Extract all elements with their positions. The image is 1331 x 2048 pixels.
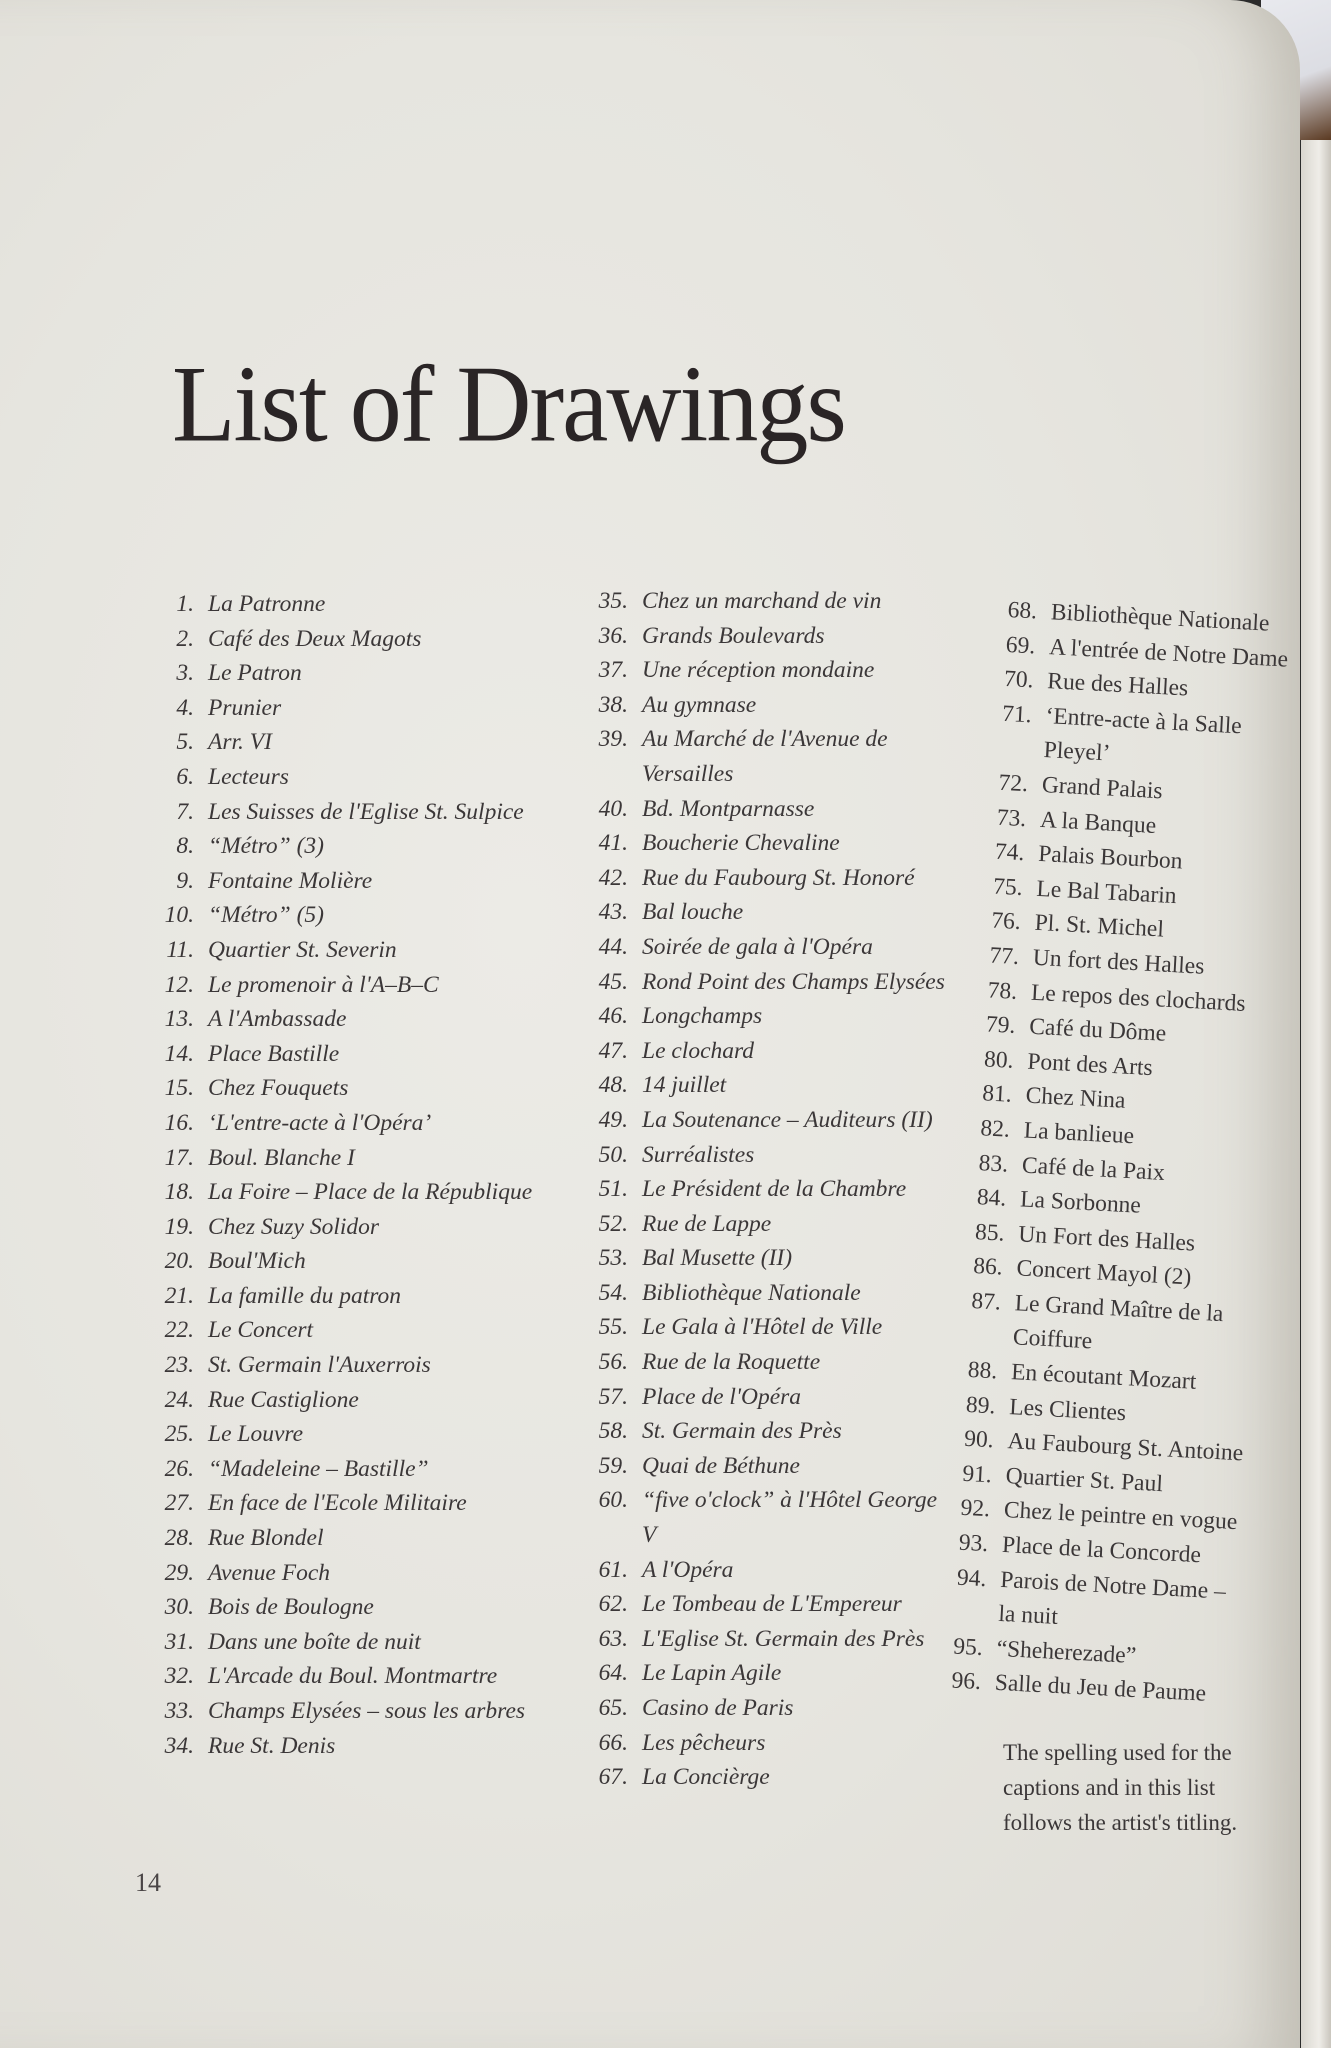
item-title: Place de l'Opéra (642, 1383, 802, 1410)
list-item (566, 999, 956, 1034)
item-title: Chez Suzy Solidor (208, 1213, 380, 1240)
item-number: 57. (598, 1383, 628, 1410)
list-item (132, 725, 542, 760)
item-title: Rue des Halles (1046, 668, 1189, 702)
item-number: 77. (988, 942, 1020, 970)
item-title: Au Marché de l'Avenue de Versailles (642, 726, 888, 787)
item-number: 80. (983, 1046, 1015, 1074)
item-number: 58. (598, 1418, 628, 1445)
list-item (132, 864, 542, 899)
item-title: Bibliothèque Nationale (642, 1279, 861, 1306)
list-item (566, 584, 956, 619)
item-number: 90. (963, 1426, 995, 1454)
item-title: Café du Dôme (1028, 1013, 1167, 1047)
list-item (132, 1348, 542, 1383)
item-number: 86. (972, 1253, 1004, 1281)
list-item (132, 760, 542, 795)
list-item (566, 1414, 956, 1449)
list-item (566, 861, 956, 896)
item-title: Rue Blondel (208, 1525, 324, 1552)
item-number: 73. (996, 804, 1027, 832)
item-number: 11. (166, 936, 194, 963)
drawings-list-column-right (932, 592, 1300, 1714)
list-item (132, 1729, 542, 1764)
item-number: 12. (164, 971, 194, 998)
item-number: 56. (598, 1349, 628, 1376)
list-item (132, 1556, 542, 1591)
item-title: Parois de Notre Dame – la nuit (997, 1566, 1227, 1631)
item-title: La Concièrge (642, 1764, 770, 1791)
item-title: Boul'Mich (208, 1248, 306, 1275)
list-item (132, 1313, 542, 1348)
list-item (132, 1210, 542, 1245)
item-title: Fontaine Molière (208, 867, 373, 894)
item-title: Bal louche (642, 899, 744, 926)
item-title: Les Suisses de l'Eglise St. Sulpice (208, 798, 524, 825)
item-number: 72. (997, 769, 1029, 798)
list-item (132, 1452, 542, 1487)
item-number: 96. (950, 1667, 982, 1696)
item-number: 26. (164, 1455, 194, 1482)
item-title: Boucherie Chevaline (642, 830, 840, 857)
list-item (566, 1345, 956, 1380)
item-title: Quai de Béthune (642, 1452, 800, 1479)
item-title: Le Lapin Agile (642, 1660, 782, 1687)
list-item (132, 1486, 542, 1521)
item-title: En face de l'Ecole Militaire (208, 1490, 467, 1517)
item-number: 89. (965, 1391, 997, 1420)
item-title: Une réception mondaine (642, 657, 875, 684)
item-number: 95. (952, 1633, 984, 1661)
item-number: 33. (164, 1698, 194, 1724)
drawings-list-column-left (132, 587, 542, 1763)
item-number: 47. (598, 1037, 628, 1064)
item-number: 8. (176, 833, 194, 860)
item-number: 46. (598, 1003, 628, 1030)
list-item (132, 829, 542, 864)
item-title: La Sorbonne (1019, 1186, 1142, 1219)
list-item (566, 1622, 956, 1657)
item-number: 39. (598, 726, 628, 753)
item-number: 49. (598, 1106, 628, 1133)
item-number: 6. (176, 763, 194, 790)
item-title: La famille du patron (208, 1282, 402, 1309)
item-title: Grands Boulevards (642, 622, 825, 649)
item-title: La banlieue (1023, 1117, 1135, 1150)
item-number: 61. (598, 1556, 628, 1583)
item-number: 17. (164, 1144, 194, 1171)
item-number: 93. (958, 1529, 989, 1558)
item-title: Dans une boîte de nuit (208, 1628, 421, 1655)
item-title: Les pêcheurs (642, 1729, 766, 1756)
item-number: 44. (598, 933, 628, 960)
list-item (566, 1138, 956, 1173)
list-item (566, 653, 956, 688)
list-item (132, 1694, 542, 1729)
list-item (132, 1037, 542, 1072)
item-number: 68. (1007, 596, 1038, 625)
item-title: Grand Palais (1041, 771, 1164, 805)
item-number: 65. (598, 1695, 628, 1721)
item-title: Rue du Faubourg St. Honoré (642, 864, 915, 891)
item-number: 1. (176, 591, 194, 617)
item-number: 9. (176, 867, 194, 894)
list-item (566, 965, 956, 1000)
drawings-list-column-middle (566, 584, 956, 1795)
list-item (132, 933, 542, 968)
item-title: St. Germain des Près (642, 1418, 842, 1445)
item-number: 84. (976, 1184, 1007, 1212)
list-item (132, 1521, 542, 1556)
item-title: La Soutenance – Auditeurs (II) (642, 1106, 933, 1133)
item-number: 92. (959, 1495, 991, 1523)
list-item (132, 1625, 542, 1660)
list-item (132, 1590, 542, 1625)
list-item (132, 1659, 542, 1694)
list-item (566, 619, 956, 654)
item-number: 20. (164, 1248, 194, 1275)
item-number: 53. (598, 1245, 628, 1272)
item-number: 36. (598, 622, 628, 649)
item-number: 81. (981, 1080, 1013, 1109)
item-number: 21. (164, 1282, 194, 1309)
item-title: Un fort des Halles (1032, 944, 1206, 980)
item-title: Le repos des clochards (1030, 979, 1247, 1017)
item-number: 19. (164, 1213, 194, 1240)
item-title: Les Clientes (1008, 1393, 1127, 1426)
list-item (132, 1071, 542, 1106)
item-title: ‘L'entre-acte à l'Opéra’ (208, 1109, 432, 1136)
item-title: A l'Opéra (642, 1556, 734, 1583)
list-item (566, 1310, 956, 1345)
item-number: 3. (176, 660, 194, 687)
item-number: 23. (164, 1352, 194, 1379)
list-item (566, 930, 956, 965)
item-title: Le Gala à l'Hôtel de Ville (642, 1314, 883, 1341)
item-title: “Sheherezade” (996, 1635, 1137, 1669)
item-number: 64. (598, 1660, 628, 1687)
list-item (132, 622, 542, 657)
list-item (132, 1175, 542, 1210)
item-title: Le Louvre (208, 1421, 304, 1448)
item-title: Rue Castiglione (208, 1386, 359, 1413)
item-number: 42. (598, 864, 628, 891)
list-item (566, 1553, 956, 1588)
list-item (566, 792, 956, 827)
list-item (566, 1726, 956, 1761)
page-number: 14 (135, 1868, 161, 1897)
item-title: La Foire – Place de la République (208, 1179, 533, 1206)
item-title: Lecteurs (208, 763, 289, 790)
item-title: Place de la Concorde (1001, 1531, 1202, 1569)
item-number: 59. (598, 1452, 628, 1479)
item-title: Rond Point des Champs Elysées (642, 968, 945, 995)
item-number: 79. (985, 1011, 1016, 1040)
item-number: 71. (1001, 700, 1033, 729)
item-title: A l'entrée de Notre Dame (1048, 633, 1289, 673)
item-number: 87. (970, 1287, 1002, 1316)
list-item (566, 1691, 956, 1726)
list-item (132, 968, 542, 1003)
item-title: Soirée de gala à l'Opéra (642, 933, 873, 960)
item-number: 82. (979, 1115, 1011, 1143)
item-number: 29. (164, 1559, 194, 1586)
item-title: Pont des Arts (1026, 1048, 1154, 1081)
item-title: Longchamps (642, 1003, 763, 1030)
item-number: 78. (987, 976, 1018, 1005)
item-title: “Métro” (3) (208, 833, 324, 860)
list-item (566, 688, 956, 723)
item-number: 7. (176, 798, 194, 825)
item-number: 14. (164, 1040, 194, 1067)
item-number: 70. (1003, 666, 1035, 694)
list-item (132, 656, 542, 691)
item-title: L'Eglise St. Germain des Près (642, 1625, 925, 1652)
item-number: 91. (961, 1460, 993, 1489)
list-item (566, 1241, 956, 1276)
item-title: A la Banque (1039, 806, 1157, 839)
spelling-note: The spelling used for the captions and in this list follows the artist's titling. (1003, 1740, 1238, 1835)
list-item (132, 691, 542, 726)
item-title: La Patronne (208, 591, 326, 617)
item-number: 45. (598, 968, 628, 995)
item-number: 51. (598, 1176, 628, 1203)
item-title: Salle du Jeu de Paume (994, 1670, 1207, 1708)
page-title: List of Drawings (172, 343, 845, 465)
list-item (566, 1172, 956, 1207)
item-number: 15. (164, 1075, 194, 1102)
item-title: ‘Entre-acte à la Salle Pleyel’ (1043, 702, 1243, 767)
list-item (132, 1417, 542, 1452)
item-number: 50. (598, 1141, 628, 1168)
item-number: 5. (176, 729, 194, 756)
item-title: Bibliothèque Nationale (1050, 599, 1271, 637)
item-title: Au gymnase (642, 691, 757, 718)
item-title: Le Patron (208, 660, 302, 687)
item-title: Quartier St. Severin (208, 936, 397, 963)
item-title: Chez Fouquets (208, 1075, 349, 1102)
item-title: Arr. VI (208, 729, 272, 756)
list-item (132, 795, 542, 830)
list-item (132, 898, 542, 933)
item-title: Bal Musette (II) (642, 1245, 793, 1272)
item-number: 94. (956, 1564, 988, 1592)
item-number: 31. (164, 1628, 194, 1655)
item-title: “five o'clock” à l'Hôtel George V (642, 1487, 938, 1549)
item-number: 24. (164, 1386, 194, 1413)
item-title: “Madeleine – Bastille” (208, 1455, 429, 1482)
item-number: 32. (164, 1663, 194, 1690)
item-title: Chez le peintre en vogue (1003, 1497, 1238, 1536)
item-number: 69. (1005, 631, 1036, 660)
item-number: 74. (994, 838, 1026, 867)
item-number: 60. (598, 1487, 628, 1514)
item-number: 34. (164, 1732, 194, 1759)
item-title: A l'Ambassade (208, 1006, 347, 1033)
item-number: 54. (598, 1279, 628, 1306)
item-number: 37. (598, 657, 628, 684)
item-title: Un Fort des Halles (1017, 1221, 1196, 1257)
item-title: Le promenoir à l'A–B–C (208, 971, 439, 998)
item-title: Le Concert (208, 1317, 314, 1344)
item-number: 43. (598, 899, 628, 926)
item-title: Chez Nina (1024, 1082, 1127, 1115)
item-number: 38. (598, 691, 628, 718)
adjacent-page-edge (1301, 140, 1331, 2048)
list-item (566, 1587, 956, 1622)
item-number: 62. (598, 1591, 628, 1618)
list-item (566, 895, 956, 930)
item-number: 66. (598, 1729, 628, 1756)
item-number: 28. (164, 1525, 194, 1552)
item-title: Concert Mayol (2) (1015, 1255, 1192, 1291)
list-item (132, 587, 542, 622)
item-title: Le Tombeau de L'Empereur (642, 1591, 902, 1618)
item-title: Bd. Montparnasse (642, 795, 815, 822)
item-title: En écoutant Mozart (1010, 1359, 1197, 1395)
item-number: 30. (164, 1594, 194, 1621)
list-item (566, 1380, 956, 1415)
item-number: 2. (176, 625, 194, 652)
item-number: 13. (164, 1006, 194, 1033)
item-title: Le Président de la Chambre (642, 1176, 907, 1203)
item-title: Place Bastille (208, 1040, 340, 1067)
list-item (566, 1276, 956, 1311)
item-title: St. Germain l'Auxerrois (208, 1352, 431, 1379)
item-number: 67. (598, 1764, 628, 1791)
item-title: Pl. St. Michel (1034, 910, 1165, 943)
item-title: 14 juillet (642, 1072, 727, 1099)
item-title: Le Grand Maître de la Coiffure (1012, 1290, 1225, 1355)
item-title: Casino de Paris (642, 1695, 794, 1721)
item-number: 75. (992, 873, 1024, 901)
item-number: 18. (164, 1179, 194, 1206)
item-title: Le clochard (642, 1037, 755, 1064)
item-number: 10. (164, 902, 194, 929)
item-title: Rue St. Denis (208, 1732, 336, 1759)
item-number: 16. (164, 1109, 194, 1136)
list-item (566, 826, 956, 861)
item-title: Surréalistes (642, 1141, 755, 1168)
item-title: Café des Deux Magots (208, 625, 422, 652)
item-title: Boul. Blanche I (208, 1144, 355, 1171)
list-item (132, 1383, 542, 1418)
item-title: “Métro” (5) (208, 902, 324, 929)
item-title: Rue de Lappe (642, 1210, 772, 1237)
item-title: Quartier St. Paul (1005, 1462, 1164, 1498)
item-title: Café de la Paix (1021, 1151, 1166, 1186)
item-number: 35. (598, 588, 628, 614)
item-number: 85. (974, 1218, 1006, 1247)
item-title: Avenue Foch (208, 1559, 331, 1586)
item-number: 41. (598, 830, 628, 857)
list-item (566, 1207, 956, 1242)
list-item (132, 1002, 542, 1037)
item-title: Rue de la Roquette (642, 1349, 821, 1376)
list-item (132, 1141, 542, 1176)
list-item (132, 1244, 542, 1279)
list-item (566, 1068, 956, 1103)
item-title: Au Faubourg St. Antoine (1006, 1428, 1244, 1467)
item-number: 22. (164, 1317, 194, 1344)
list-item (566, 1034, 956, 1069)
list-item (566, 1483, 956, 1552)
item-title: Palais Bourbon (1037, 841, 1184, 875)
list-item (566, 1103, 956, 1138)
item-title: Le Bal Tabarin (1035, 875, 1178, 909)
item-title: Chez un marchand de vin (642, 588, 882, 614)
item-title: Prunier (208, 694, 282, 721)
item-title: L'Arcade du Boul. Montmartre (208, 1663, 498, 1690)
list-item (132, 1106, 542, 1141)
item-number: 76. (990, 907, 1022, 936)
item-number: 48. (598, 1072, 628, 1099)
item-title: Champs Elysées – sous les arbres (208, 1698, 526, 1724)
item-number: 63. (598, 1625, 628, 1652)
item-number: 25. (164, 1421, 194, 1448)
item-number: 4. (176, 694, 194, 721)
item-number: 55. (598, 1314, 628, 1341)
item-title: Bois de Boulogne (208, 1594, 374, 1621)
item-number: 27. (164, 1490, 194, 1517)
list-item (566, 722, 956, 791)
item-number: 88. (967, 1356, 998, 1385)
list-item (566, 1656, 956, 1691)
item-number: 83. (978, 1149, 1009, 1178)
item-number: 52. (598, 1210, 628, 1237)
list-item (566, 1449, 956, 1484)
item-number: 40. (598, 795, 628, 822)
list-item (132, 1279, 542, 1314)
list-item (566, 1760, 956, 1795)
